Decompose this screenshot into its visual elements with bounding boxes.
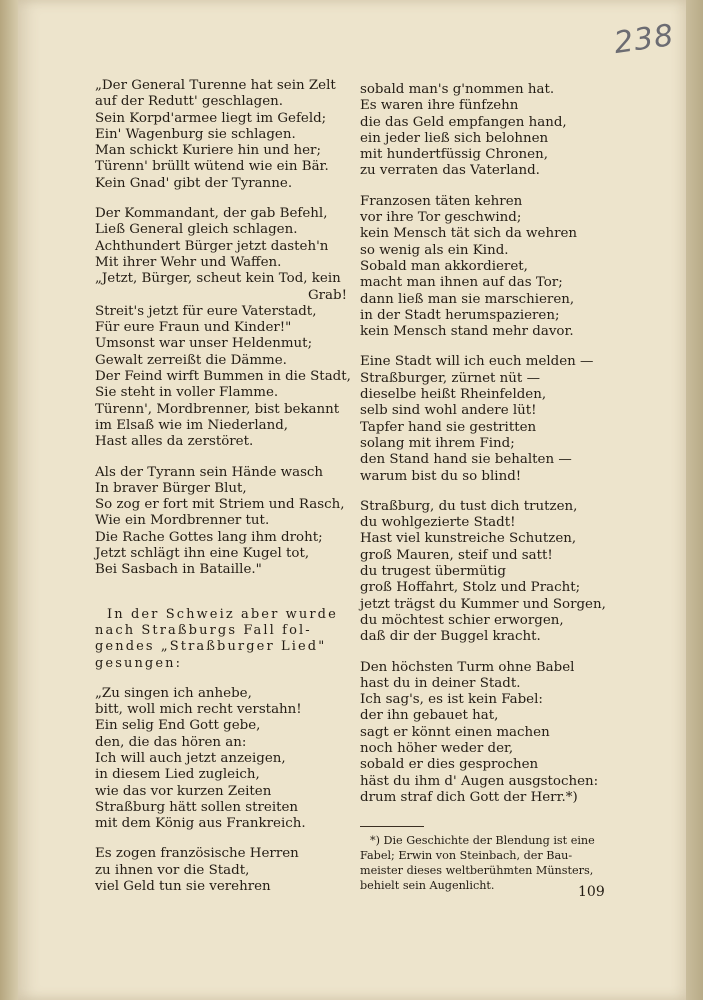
verse-line: du wohlgezierte Stadt! — [360, 515, 516, 531]
stanza-gap — [95, 192, 347, 206]
verse-line: auf der Redutt' geschlagen. — [95, 94, 284, 110]
prose-line: In der Schweiz aber wurde — [107, 606, 338, 622]
verse-line: Ein selig End Gott gebe, — [95, 718, 261, 734]
verse-line: dann ließ man sie marschieren, — [360, 291, 575, 307]
footnote-line: Fabel; Erwin von Steinbach, der Bau- — [360, 849, 573, 863]
page-number: 109 — [578, 884, 605, 900]
verse-line: viel Geld tun sie verehren — [95, 879, 271, 895]
verse-line: Jetzt schlägt ihn eine Kugel tot, — [95, 546, 310, 562]
handwritten-page-number: 238 — [611, 17, 677, 62]
verse-line: Mit ihrer Wehr und Waffen. — [95, 254, 282, 270]
stanza-gap — [360, 340, 612, 354]
book-gutter — [0, 0, 18, 1000]
verse-line: sobald man's g'nommen hat. — [360, 82, 555, 97]
verse-line: in der Stadt herumspazieren; — [360, 307, 560, 323]
verse-line: warum bist du so blind! — [360, 468, 522, 484]
verse-line: „Jetzt, Bürger, scheut kein Tod, kein — [95, 271, 341, 287]
verse-line: Türenn' brüllt wütend wie ein Bär. — [95, 159, 329, 175]
page-edge — [686, 0, 703, 1000]
left-text-column — [95, 78, 351, 895]
verse-line: den Stand hand sie behalten — — [360, 452, 572, 468]
verse-line: Man schickt Kuriere hin und her; — [95, 143, 321, 159]
verse-line: Der Feind wirft Bummen in die Stadt, — [95, 369, 351, 385]
verse-line: Als der Tyrann sein Hände wasch — [95, 464, 324, 480]
verse-line: Grab! — [307, 287, 347, 303]
verse-line: bitt, woll mich recht verstahn! — [95, 702, 302, 718]
verse-line: in diesem Lied zugleich, — [95, 767, 260, 783]
verse-line: „Der General Turenne hat sein Zelt — [95, 78, 336, 93]
verse-line: Straßburg hätt sollen streiten — [95, 799, 299, 815]
verse-line: Franzosen täten kehren — [360, 193, 523, 209]
verse-line: du trugest übermütig — [360, 564, 506, 580]
footnote-rule — [360, 826, 424, 827]
verse-line: Die Rache Gottes lang ihm droht; — [95, 529, 323, 545]
verse-line: Gewalt zerreißt die Dämme. — [95, 352, 287, 368]
verse-line: mit dem König aus Frankreich. — [95, 816, 306, 832]
stanza-gap — [95, 579, 347, 593]
footnote-line: behielt sein Augenlicht. — [360, 879, 495, 893]
verse-line: groß Mauren, steif und satt! — [360, 547, 553, 563]
verse-line: Ich will auch jetzt anzeigen, — [95, 750, 286, 766]
right-text-column — [360, 82, 612, 893]
verse-line: kein Mensch stand mehr davor. — [360, 324, 574, 340]
verse-line: Sein Korpd'armee liegt im Gefeld; — [95, 110, 327, 126]
verse-line: Straßburg, du tust dich trutzen, — [360, 498, 578, 514]
verse-line: Türenn', Mordbrenner, bist bekannt — [95, 401, 340, 417]
verse-line: Es waren ihre fünfzehn — [360, 98, 519, 114]
verse-line: Umsonst war unser Heldenmut; — [95, 336, 313, 352]
verse-line: groß Hoffahrt, Stolz und Pracht; — [360, 580, 581, 596]
verse-line: jetzt trägst du Kummer und Sorgen, — [360, 596, 606, 612]
verse-line: wie das vor kurzen Zeiten — [95, 783, 272, 799]
stanza-gap — [95, 451, 347, 465]
verse-line: So zog er fort mit Striem und Rasch, — [95, 497, 345, 513]
verse-line: Der Kommandant, der gab Befehl, — [95, 206, 328, 222]
verse-line: Wie ein Mordbrenner tut. — [95, 513, 270, 529]
verse-line: Sobald man akkordieret, — [360, 258, 528, 274]
stanza-gap — [360, 646, 612, 660]
verse-line: Für eure Fraun und Kinder!" — [95, 320, 292, 336]
verse-line: Sie steht in voller Flamme. — [95, 385, 279, 401]
verse-line: dieselbe heißt Rheinfelden, — [360, 387, 547, 403]
verse-line: du möchtest schier erworgen, — [360, 612, 564, 628]
verse-line: Ließ General gleich schlagen. — [95, 222, 298, 238]
verse-line: noch höher weder der, — [360, 740, 514, 756]
verse-line: Tapfer hand sie gestritten — [360, 419, 537, 435]
stanza-gap — [360, 806, 612, 820]
prose-line: gendes „Straßburger Lied" — [95, 639, 327, 655]
verse-line: macht man ihnen auf das Tor; — [360, 275, 563, 291]
verse-line: Kein Gnad' gibt der Tyranne. — [95, 175, 293, 191]
verse-line: Streit's jetzt für eure Vaterstadt, — [95, 303, 317, 319]
footnote-line: *) Die Geschichte der Blendung ist eine — [370, 834, 595, 848]
verse-line: die das Geld empfangen hand, — [360, 114, 567, 130]
verse-line: Ein' Wagenburg sie schlagen. — [95, 126, 296, 142]
footnote-line: meister dieses weltberühmten Münsters, — [360, 864, 594, 878]
verse-line: so wenig als ein Kind. — [360, 242, 509, 258]
verse-line: solang mit ihrem Find; — [360, 435, 515, 451]
verse-line: zu verraten das Vaterland. — [360, 163, 540, 179]
verse-line: „Zu singen ich anhebe, — [95, 685, 252, 701]
verse-line: im Elsaß wie im Niederland, — [95, 417, 289, 433]
verse-line: In braver Bürger Blut, — [95, 480, 247, 496]
verse-line: häst du ihm d' Augen ausgstochen: — [360, 773, 599, 789]
verse-line: vor ihre Tor geschwind; — [360, 210, 522, 226]
verse-line: sobald er dies gesprochen — [360, 757, 539, 773]
verse-line: Bei Sasbach in Bataille." — [95, 562, 262, 578]
verse-line: Eine Stadt will ich euch melden — — [360, 354, 594, 370]
verse-line: Hast alles da zerstöret. — [95, 434, 254, 450]
verse-line: Achthundert Bürger jetzt dasteh'n — [95, 238, 329, 254]
verse-line: kein Mensch tät sich da wehren — [360, 226, 578, 242]
stanza-gap — [360, 485, 612, 499]
verse-line: der ihn gebauet hat, — [360, 708, 499, 724]
verse-line: Den höchsten Turm ohne Babel — [360, 659, 575, 675]
verse-line: Straßburger, zürnet nüt — — [360, 370, 540, 386]
verse-line: drum straf dich Gott der Herr.*) — [360, 789, 578, 805]
verse-line: den, die das hören an: — [95, 734, 247, 750]
verse-line: daß dir der Buggel kracht. — [360, 629, 541, 645]
verse-line: hast du in deiner Stadt. — [360, 675, 521, 691]
prose-line: gesungen: — [95, 655, 183, 671]
verse-line: ein jeder ließ sich belohnen — [360, 130, 549, 146]
stanza-gap — [95, 672, 347, 686]
verse-line: mit hundertfüssig Chronen, — [360, 147, 548, 163]
stanza-gap — [95, 832, 347, 846]
verse-line: sagt er könnt einen machen — [360, 724, 550, 740]
verse-line: Hast viel kunstreiche Schutzen, — [360, 531, 577, 547]
stanza-gap — [360, 180, 612, 194]
stanza-gap — [95, 593, 347, 607]
verse-line: Ich sag's, es ist kein Fabel: — [360, 692, 543, 708]
prose-line: nach Straßburgs Fall fol- — [95, 622, 312, 638]
verse-line: Es zogen französische Herren — [95, 846, 299, 862]
verse-line: selb sind wohl andere lüt! — [360, 403, 537, 419]
verse-line: zu ihnen vor die Stadt, — [95, 862, 250, 878]
